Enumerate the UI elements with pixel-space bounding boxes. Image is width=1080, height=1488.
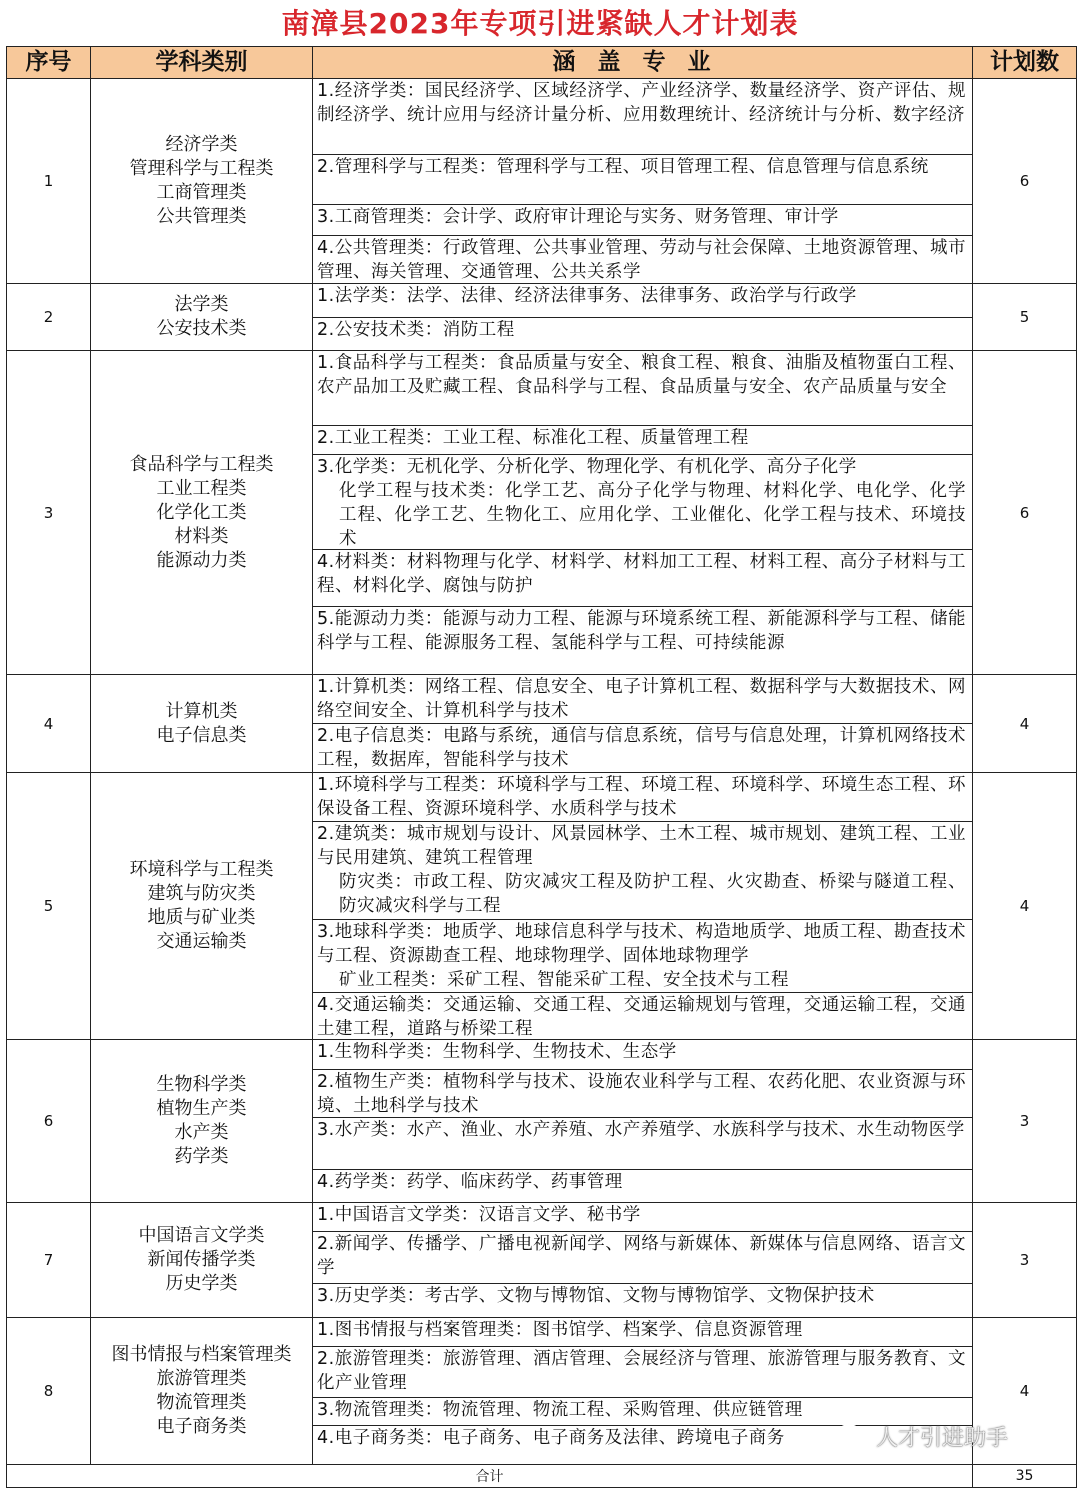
- category-label: 计算机类: [165, 700, 238, 722]
- major-text: 2.工业工程类：工业工程、标准化工程、质量管理工程: [317, 428, 749, 448]
- major-subgroup: 矿业工程类：采矿工程、智能采矿工程、安全技术与工程: [339, 970, 789, 990]
- row-categories: [91, 1040, 313, 1203]
- watermark-text: 人才引进助手: [876, 1425, 1009, 1451]
- plan-table: [6, 46, 1077, 1488]
- page-title: 南漳县2023年专项引进紧缺人才计划表: [281, 7, 799, 40]
- header-coverage: 涵盖专业: [313, 47, 973, 79]
- major-group: [313, 1346, 972, 1397]
- category-label: 旅游管理类: [156, 1368, 247, 1389]
- major-group: [313, 79, 972, 154]
- table-row: [7, 79, 1077, 284]
- major-text: 1.图书情报与档案管理类：图书馆学、档案学、信息资源管理: [317, 1320, 803, 1340]
- major-group: [313, 425, 972, 454]
- row-plan-count: 3: [973, 1040, 1077, 1203]
- header-category: 学科类别: [91, 47, 313, 79]
- row-plan-count: 4: [973, 1318, 1077, 1465]
- major-text: 2.建筑类：城市规划与设计、风景园林学、土木工程、城市规划、建筑工程、工业与民用建筑、建筑工程管理: [317, 824, 966, 868]
- major-text: 2.植物生产类：植物科学与技术、设施农业科学与工程、农药化肥、农业资源与环境、土地科学与技术: [317, 1072, 966, 1116]
- category-label: 图书情报与档案管理类: [111, 1344, 292, 1365]
- row-index: 6: [7, 1040, 91, 1203]
- total-value: 35: [973, 1465, 1077, 1488]
- row-majors: [313, 1203, 973, 1318]
- row-categories: [91, 351, 313, 675]
- major-text: 3.化学类：无机化学、分析化学、物理化学、有机化学、高分子化学: [317, 457, 857, 477]
- major-text: 5.能源动力类：能源与动力工程、能源与环境系统工程、新能源科学与工程、储能科学与工程、能源服务工程、氢能科学与工程、可持续能源: [317, 609, 966, 653]
- header-plan: 计划数: [973, 47, 1077, 79]
- category-label: 电子商务类: [156, 1416, 247, 1437]
- table-row: [7, 1203, 1077, 1318]
- major-text: 1.食品科学与工程类：食品质量与安全、粮食工程、粮食、油脂及植物蛋白工程、农产品加工及贮藏工程、食品科学与工程、食品质量与安全、农产品质量与安全: [317, 353, 966, 397]
- category-label: 交通运输类: [156, 931, 247, 952]
- major-text: 4.电子商务类：电子商务、电子商务及法律、跨境电子商务: [317, 1428, 785, 1448]
- major-text: 4.材料类：材料物理与化学、材料学、材料加工工程、材料工程、高分子材料与工程、材料化学、腐蚀与防护: [317, 552, 966, 596]
- row-categories: [91, 675, 313, 773]
- category-label: 环境科学与工程类: [129, 859, 274, 880]
- major-group: [313, 675, 972, 723]
- major-text: 4.药学类：药学、临床药学、药事管理: [317, 1172, 623, 1192]
- row-plan-count: 5: [973, 284, 1077, 351]
- row-index: 3: [7, 351, 91, 675]
- major-group: [313, 1318, 972, 1346]
- major-text: 1.环境科学与工程类：环境科学与工程、环境工程、环境科学、环境生态工程、环保设备工程、资源环境科学、水质科学与技术: [317, 775, 966, 819]
- major-group: [313, 723, 972, 772]
- row-plan-count: 6: [973, 79, 1077, 284]
- major-text: 3.物流管理类：物流管理、物流工程、采购管理、供应链管理: [317, 1400, 803, 1420]
- table-row: [7, 351, 1077, 675]
- table-row: [7, 284, 1077, 351]
- row-majors: [313, 79, 973, 284]
- major-group: [313, 821, 972, 919]
- major-group: [313, 317, 972, 350]
- row-index: 2: [7, 284, 91, 351]
- category-label: 地质与矿业类: [147, 907, 256, 928]
- category-label: 食品科学与工程类: [129, 453, 274, 475]
- category-label: 新闻传播学类: [147, 1249, 256, 1270]
- major-group: [313, 1040, 972, 1069]
- row-index: 1: [7, 79, 91, 284]
- category-label: 植物生产类: [156, 1098, 247, 1119]
- row-index: 7: [7, 1203, 91, 1318]
- category-label: 公安技术类: [156, 318, 247, 339]
- category-label: 建筑与防灾类: [147, 883, 256, 904]
- category-label: 化学化工类: [156, 501, 247, 523]
- row-plan-count: 4: [973, 675, 1077, 773]
- row-plan-count: 6: [973, 351, 1077, 675]
- major-text: 4.交通运输类：交通运输、交通工程、交通运输规划与管理，交通运输工程，交通土建工程，道路与桥梁工程: [317, 995, 966, 1039]
- row-majors: [313, 675, 973, 773]
- row-categories: [91, 79, 313, 284]
- row-index: 8: [7, 1318, 91, 1465]
- category-label: 生物科学类: [156, 1074, 247, 1095]
- wechat-icon: [836, 1423, 870, 1449]
- category-label: 工业工程类: [156, 477, 247, 499]
- table-row: [7, 675, 1077, 773]
- header-index: 序号: [7, 47, 91, 79]
- major-text: 1.经济学类：国民经济学、区域经济学、产业经济学、数量经济学、资产评估、规制经济学、统计应用与经济计量分析、应用数理统计、经济统计与分析、数字经济: [317, 81, 966, 125]
- row-categories: [91, 773, 313, 1040]
- row-majors: [313, 284, 973, 351]
- major-text: 1.法学类：法学、法律、经济法律事务、法律事务、政治学与行政学: [317, 286, 857, 306]
- major-subgroup: 化学工程与技术类：化学工艺、高分子化学与物理、材料化学、电化学、化学工程、化学工艺、生物化工、应用化学、工业催化、化学工程与技术、环境技术: [339, 481, 966, 549]
- category-label: 水产类: [174, 1122, 229, 1143]
- major-text: 4.公共管理类：行政管理、公共事业管理、劳动与社会保障、土地资源管理、城市管理、海关管理、交通管理、公共关系学: [317, 238, 966, 282]
- table-row: [7, 1040, 1077, 1203]
- major-text: 1.生物科学类：生物科学、生物技术、生态学: [317, 1042, 677, 1062]
- category-label: 药学类: [174, 1146, 229, 1167]
- row-majors: [313, 1040, 973, 1203]
- row-majors: [313, 773, 973, 1040]
- category-label: 电子信息类: [156, 724, 247, 746]
- total-label: 合计: [7, 1465, 973, 1488]
- major-group: [313, 992, 972, 1039]
- major-group: [313, 1169, 972, 1202]
- major-group: [313, 1231, 972, 1283]
- header-row: [7, 47, 1077, 79]
- row-majors: [313, 351, 973, 675]
- row-categories: [91, 1318, 313, 1465]
- category-label: 物流管理类: [156, 1392, 247, 1413]
- major-text: 2.新闻学、传播学、广播电视新闻学、网络与新媒体、新媒体与信息网络、语言文学: [317, 1234, 966, 1278]
- major-text: 3.历史学类：考古学、文物与博物馆、文物与博物馆学、文物保护技术: [317, 1286, 875, 1306]
- major-group: [313, 1069, 972, 1117]
- major-group: [313, 454, 972, 549]
- major-group: [313, 1283, 972, 1317]
- category-label: 经济学类: [165, 134, 238, 155]
- table-row: [7, 773, 1077, 1040]
- major-text: 3.工商管理类：会计学、政府审计理论与实务、财务管理、审计学: [317, 207, 839, 227]
- category-label: 中国语言文学类: [138, 1225, 265, 1246]
- row-plan-count: 4: [973, 773, 1077, 1040]
- row-index: 5: [7, 773, 91, 1040]
- major-text: 2.公安技术类：消防工程: [317, 320, 515, 340]
- major-group: [313, 1203, 972, 1231]
- major-group: [313, 204, 972, 235]
- total-row: [7, 1465, 1077, 1488]
- major-text: 1.计算机类：网络工程、信息安全、电子计算机工程、数据科学与大数据技术、网络空间安全、计算机科学与技术: [317, 677, 966, 721]
- major-group: [313, 773, 972, 821]
- major-text: 3.水产类：水产、渔业、水产养殖、水产养殖学、水族科学与技术、水生动物医学: [317, 1120, 965, 1140]
- major-group: [313, 235, 972, 283]
- category-label: 公共管理类: [156, 206, 247, 227]
- category-label: 能源动力类: [156, 549, 247, 571]
- category-label: 历史学类: [165, 1273, 238, 1294]
- watermark: [836, 1418, 1008, 1454]
- row-categories: [91, 1203, 313, 1318]
- category-label: 法学类: [174, 294, 229, 315]
- row-plan-count: 3: [973, 1203, 1077, 1318]
- major-group: [313, 549, 972, 606]
- major-group: [313, 351, 972, 425]
- row-categories: [91, 284, 313, 351]
- major-text: 3.地球科学类：地质学、地球信息科学与技术、构造地质学、地质工程、勘查技术与工程、资源勘查工程、地球物理学、固体地球物理学: [317, 922, 966, 966]
- major-text: 2.旅游管理类：旅游管理、酒店管理、会展经济与管理、旅游管理与服务教育、文化产业管理: [317, 1349, 966, 1393]
- major-group: [313, 284, 972, 317]
- major-group: [313, 1117, 972, 1169]
- major-text: 2.管理科学与工程类：管理科学与工程、项目管理工程、信息管理与信息系统: [317, 157, 929, 177]
- major-group: [313, 154, 972, 204]
- category-label: 管理科学与工程类: [129, 158, 274, 179]
- major-group: [313, 606, 972, 674]
- category-label: 工商管理类: [156, 182, 247, 203]
- major-subgroup: 防灾类：市政工程、防灾减灾工程及防护工程、火灾勘查、桥梁与隧道工程、防灾减灾科学与工程: [339, 872, 966, 916]
- row-index: 4: [7, 675, 91, 773]
- major-group: [313, 919, 972, 992]
- category-label: 材料类: [174, 525, 229, 547]
- major-text: 2.电子信息类：电路与系统，通信与信息系统，信号与信息处理，计算机网络技术工程，数据库，智能科学与技术: [317, 726, 966, 770]
- major-text: 1.中国语言文学类：汉语言文学、秘书学: [317, 1205, 641, 1225]
